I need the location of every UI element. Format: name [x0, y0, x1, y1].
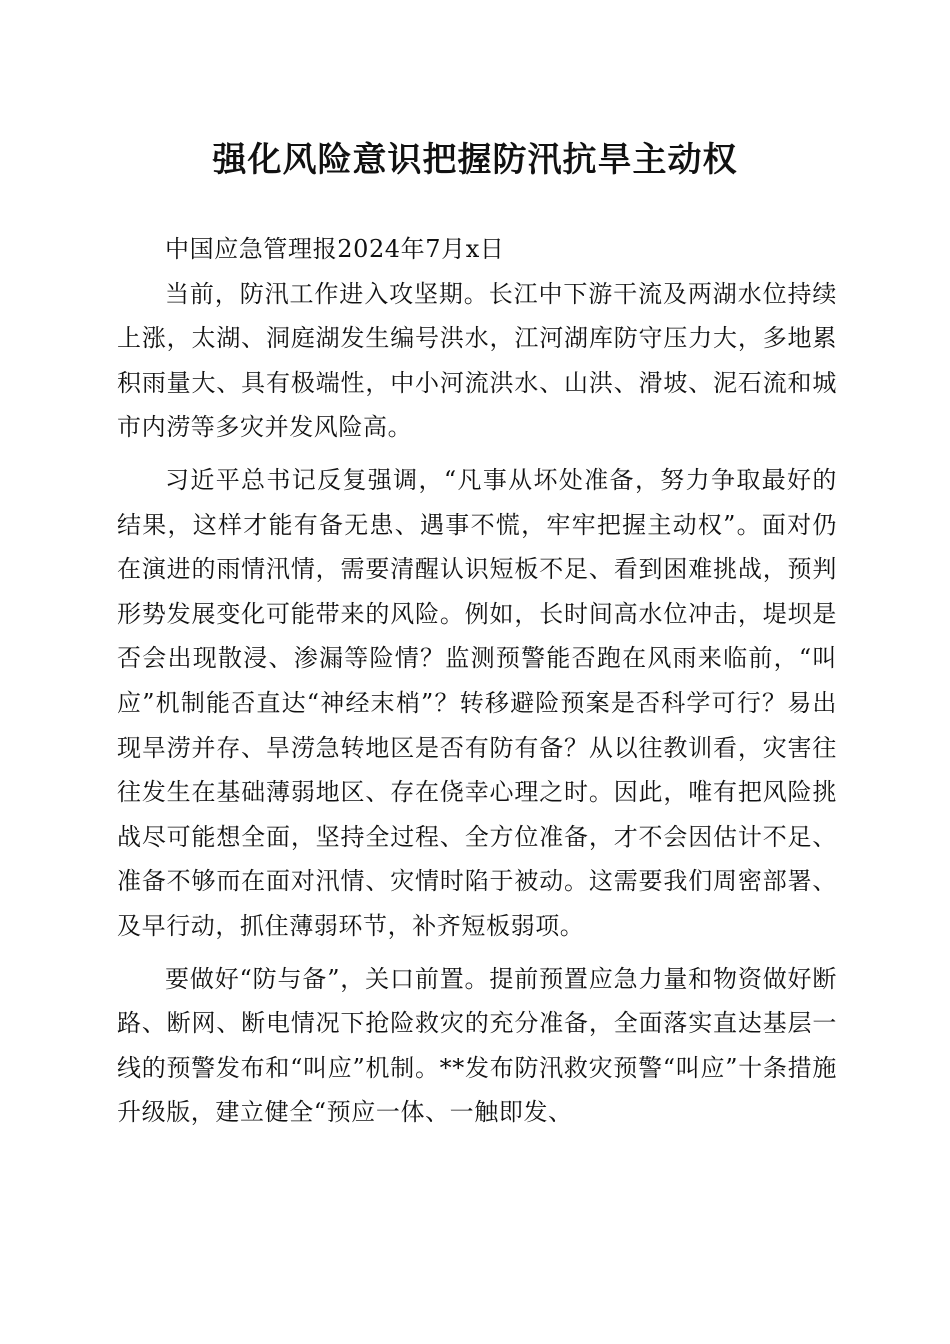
- document-title: 强化风险意识把握防汛抗旱主动权: [212, 140, 738, 180]
- document-body: [117, 227, 837, 1135]
- paragraph-3: 要做好“防与备”，关口前置。提前预置应急力量和物资做好断路、断网、断电情况下抢险救灾的充分准备，全面落实直达基层一线的预警发布和“叫应”机制。**发布防汛救灾预警“叫应”十条措施升级版，建立健全“预应一体、一触即发、: [117, 964, 837, 1127]
- paragraph-2: 习近平总书记反复强调，“凡事从坏处准备，努力争取最好的结果，这样才能有备无患、遇事不慌，牢牢把握主动权”。面对仍在演进的雨情汛情，需要清醒认识短板不足、看到困难挑战，预判形势发展变化可能带来的风险。例如，长时间高水位冲击，堤坝是否会出现散浸、渗漏等险情？监测预警能否跑在风雨来临前，“叫应”机制能否直达“神经末梢”？转移避险预案是否科学可行？易出现旱涝并存、旱涝急转地区是否有防有备？从以往教训看，灾害往往发生在基础薄弱地区、存在侥幸心理之时。因此，唯有把风险挑战尽可能想全面，坚持全过程、全方位准备，才不会因估计不足、准备不够而在面对汛情、灾情时陷于被动。这需要我们周密部署、及早行动，抓住薄弱环节，补齐短板弱项。: [117, 465, 837, 940]
- paragraph-1: 当前，防汛工作进入攻坚期。长江中下游干流及两湖水位持续上涨，太湖、洞庭湖发生编号洪水，江河湖库防守压力大，多地累积雨量大、具有极端性，中小河流洪水、山洪、滑坡、泥石流和城市内涝等多灾并发风险高。: [117, 279, 837, 442]
- source-line: 中国应急管理报2024年7月x日: [165, 235, 505, 263]
